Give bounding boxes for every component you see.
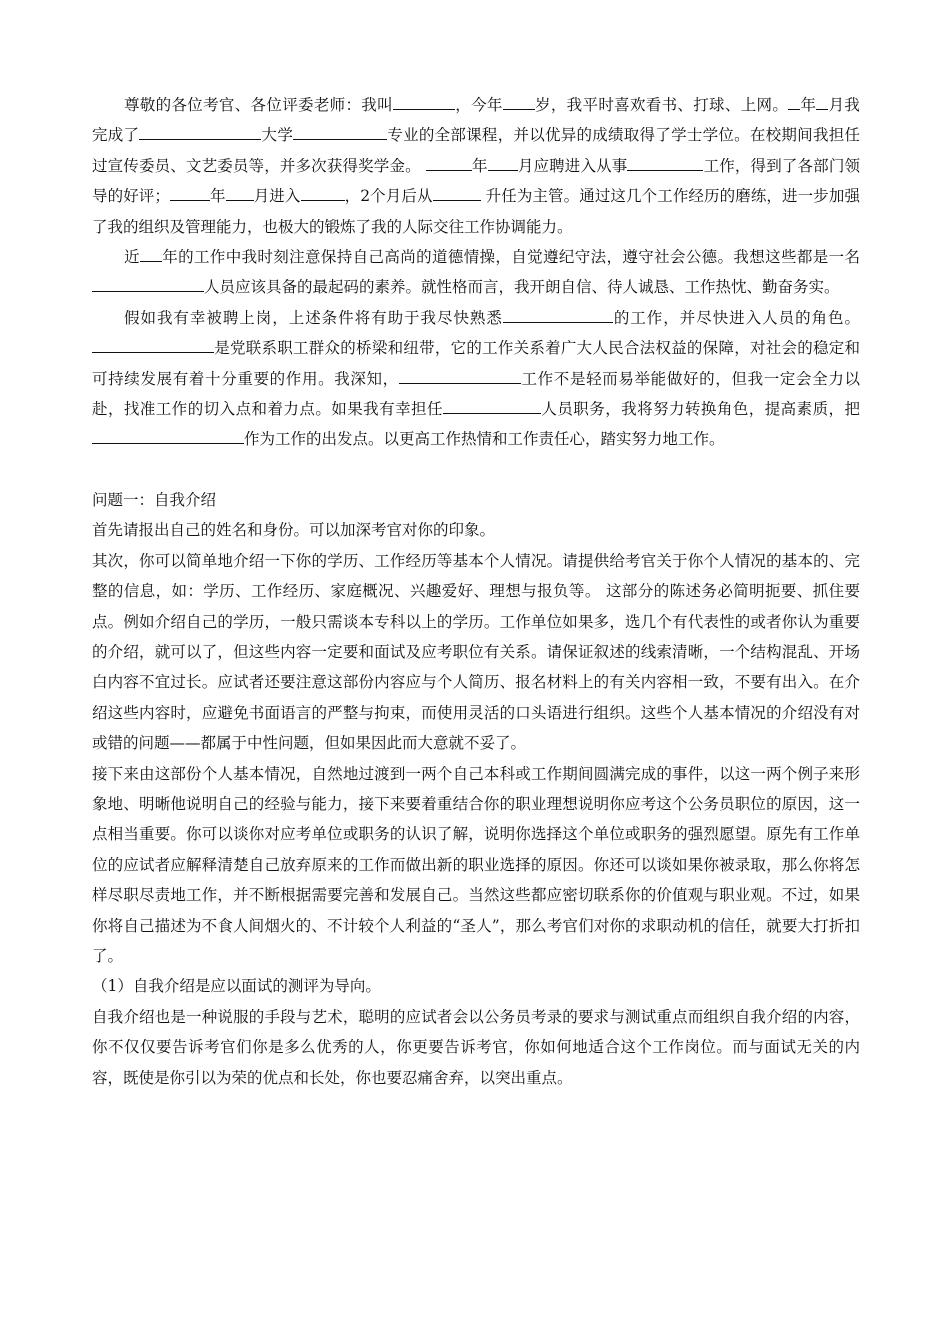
blank-year xyxy=(426,156,472,171)
text: 月应聘进入从事 xyxy=(517,156,628,175)
blank-year xyxy=(788,95,800,110)
blank-name xyxy=(393,95,455,110)
blank-major xyxy=(293,125,387,140)
spacer xyxy=(92,455,860,485)
blank-role xyxy=(443,399,541,414)
section-heading: 问题一：自我介绍 xyxy=(92,490,217,509)
intro-paragraph-3 xyxy=(92,303,860,455)
text: 年的工作中我时刻注意保持自己高尚的道德情操，自觉遵纪守法，遵守社会公德。我想这些都是一名 xyxy=(161,248,860,267)
text: ，今年 xyxy=(454,96,503,114)
blank-month xyxy=(226,186,254,201)
text: 的工作，并尽快进入人员的角色。 xyxy=(612,308,860,327)
blank-organization xyxy=(92,338,214,353)
blank-university xyxy=(139,125,261,140)
text: 是党联系职工群众的桥梁和纽带，它的工作关系着广大人民合法权益的保障，对社会的稳定和可持续发展有着十分重要的作用。我深知， xyxy=(92,339,860,388)
document-page xyxy=(92,90,860,1093)
text: 月进入 xyxy=(253,187,301,206)
text: 作为工作的出发点。以更高工作热情和工作责任心，踏实努力地工作。 xyxy=(244,430,725,449)
text: 工作，得到了各部门领导的好评； xyxy=(92,156,860,206)
guide-paragraph: 自我介绍也是一种说服的手段与艺术，聪明的应试者会以公务员考录的要求与测试重点而组织自我介绍的内容， 你不仅仅要告诉考官们你是多么优秀的人，你更要告诉考官，你如何地适合这个工作岗位。而与面试无关的内容，既使是你引以为荣的优点和长处，你也要忍痛舍弃，以突出重点。 xyxy=(92,1007,860,1087)
text: 近 xyxy=(124,248,140,267)
blank-month xyxy=(488,156,518,171)
blank-years xyxy=(140,247,162,262)
sub-heading: （1）自我介绍是应以面试的测评为导向。 xyxy=(92,977,381,996)
intro-paragraph-1 xyxy=(92,90,860,242)
intro-paragraph-2 xyxy=(92,242,860,303)
text: ，2个月后从 xyxy=(344,187,433,206)
blank-company xyxy=(301,186,345,201)
text: 假如我有幸被聘上岗，上述条件将有助于我尽快熟悉 xyxy=(124,308,503,327)
text: 人员应该具备的最起码的素养。就性格而言，我开朗自信、待人诚恳、工作热忱、勤奋务实。 xyxy=(204,278,840,297)
blank-position xyxy=(433,186,481,201)
blank-age xyxy=(503,95,535,110)
text: 年 xyxy=(471,156,488,175)
blank-goal xyxy=(92,429,244,444)
blank-month xyxy=(816,95,828,110)
blank-work xyxy=(627,156,703,171)
guide-line: 首先请报出自己的姓名和身份。可以加深考官对你的印象。 xyxy=(92,521,496,540)
text: 大学 xyxy=(261,126,294,145)
text: 专业的全部课程，并以优异的成绩取得了学士学位。在校期间我担任过宣传委员、文艺委员等，并多次获得奖学金。 xyxy=(92,126,860,175)
blank-work xyxy=(399,369,521,384)
text: 人员职务，我将努力转换角色，提高素质，把 xyxy=(540,400,860,419)
blank-role xyxy=(92,277,204,292)
guide-paragraph: 接下来由这部份个人基本情况，自然地过渡到一两个自己本科或工作期间圆满完成的事件，以这一两个例子来形象地、明晰他说明自己的经验与能力，接下来要着重结合你的职业理想说明你应考这个公务员职位的原因，这一点相当重要。你可以谈你对应考单位或职务的认识了解，说明你选择这个单位或职务的强烈愿望。原先有工作单位的应试者应解释清楚自己放弃原来的工作而做出新的职业选择的原因。你还可以谈如果你被录取，那么你将怎样尽职尽责地工作，并不断根据需要完善和发展自己。当然这些都应密切联系你的价值观与职业观。不过，如果你将自己描述为不食人间烟火的、不计较个人利益的“圣人”，那么考官们对你的求职动机的信任，就要大打折扣了。 xyxy=(92,764,860,965)
blank-year xyxy=(170,186,210,201)
text: 年 xyxy=(209,187,226,206)
blank-unit xyxy=(503,308,613,323)
text: 升任为主管。通过这几个工作经历的磨练，进一步加强了我的组织及管理能力，也极大的锻炼了我的人际交往工作协调能力。 xyxy=(92,187,860,236)
guide-paragraph: 其次，你可以简单地介绍一下你的学历、工作经历等基本个人情况。请提供给考官关于你个人情况的基本的、完整的信息，如：学历、工作经历、家庭概况、兴趣爱好、理想与报负等。 这部分的陈述务必简明扼要、抓住要点。例如介绍自己的学历，一般只需谈本专科以上的学历。工作单位如果多，选几个有代表性的或者你认为重要的介绍，就可以了，但这些内容一定要和面试及应考职位有关系。请保证叙述的线索清晰，一个结构混乱、开场白内容不宜过长。应试者还要注意这部份内容应与个人简历、报名材料上的有关内容相一致，不要有出入。在介绍这些内容时，应避免书面语言的严整与拘束，而使用灵活的口头语进行组织。这些个人基本情况的介绍没有对或错的问题——都属于中性问题，但如果因此而大意就不妥了。 xyxy=(92,551,860,753)
text: 月我完成了 xyxy=(92,96,860,145)
text: 尊敬的各位考官、各位评委老师：我叫 xyxy=(124,96,393,114)
text: 岁，我平时喜欢看书、打球、上网。 xyxy=(534,96,789,114)
text: 年 xyxy=(800,96,817,114)
text: 工作不是轻而易举能做好的，但我一定会全力以赴，找准工作的切入点和着力点。如果我有幸担任 xyxy=(92,369,860,419)
